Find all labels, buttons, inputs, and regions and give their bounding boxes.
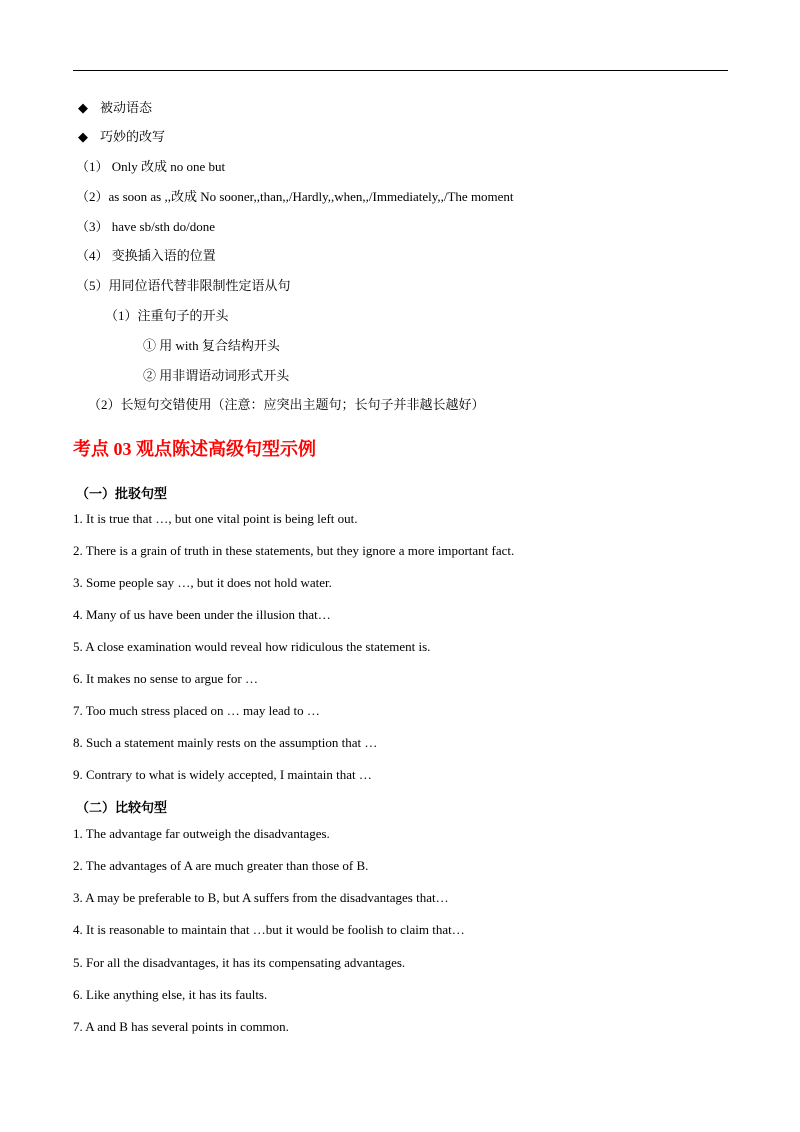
refute-line: 6. It makes no sense to argue for … [73,671,258,686]
compare-line: 3. A may be preferable to B, but A suffers from the disadvantages that… [73,890,449,905]
outline-item: （5）用同位语代替非限制性定语从句 [76,278,291,293]
refute-line: 1. It is true that …, but one vital point is being left out. [73,511,358,526]
outline-item: （2）as soon as ,,改成 No sooner,,than,,/Hardly,,when,,/Immediately,,/The moment [76,189,514,204]
refute-line: 7. Too much stress placed on … may lead to … [73,703,320,718]
compare-line: 1. The advantage far outweigh the disadvantages. [73,826,330,841]
diamond-bullet-icon: ◆ [78,129,88,144]
compare-line: 4. It is reasonable to maintain that …but it would be foolish to claim that… [73,922,465,937]
compare-line: 5. For all the disadvantages, it has its compensating advantages. [73,955,406,970]
refute-line: 2. There is a grain of truth in these statements, but they ignore a more important fact. [73,543,515,558]
compare-heading: （二）比较句型 [76,800,168,815]
outline-item: （1） Only 改成 no one but [76,159,226,174]
sub-item: （1）注重句子的开头 [105,308,229,323]
outline-item: （3） have sb/sth do/done [76,219,216,234]
refute-line: 9. Contrary to what is widely accepted, I maintain that … [73,767,372,782]
refute-line: 4. Many of us have been under the illusion that… [73,607,331,622]
compare-line: 6. Like anything else, it has its faults. [73,987,268,1002]
refute-heading: （一）批驳句型 [76,486,168,501]
bullet-text: 被动语态 [100,100,153,115]
refute-line: 5. A close examination would reveal how ridiculous the statement is. [73,639,431,654]
header-rule [73,70,728,71]
sub-sub-item: ② 用非谓语动词形式开头 [143,368,290,383]
diamond-bullet-icon: ◆ [78,100,88,115]
compare-line: 2. The advantages of A are much greater than those of B. [73,858,369,873]
refute-line: 3. Some people say …, but it does not hold water. [73,575,332,590]
compare-line: 7. A and B has several points in common. [73,1019,289,1034]
bullet-item [78,129,165,145]
outline-item: （4） 变换插入语的位置 [76,248,216,263]
bullet-text: 巧妙的改写 [100,129,166,144]
section-title: 考点 03 观点陈述高级句型示例 [73,439,316,459]
sub-sub-item: ① 用 with 复合结构开头 [143,338,280,353]
refute-line: 8. Such a statement mainly rests on the assumption that … [73,735,378,750]
sub-item: （2）长短句交错使用（注意：应突出主题句；长句子并非越长越好） [88,397,485,412]
bullet-item [78,100,152,116]
